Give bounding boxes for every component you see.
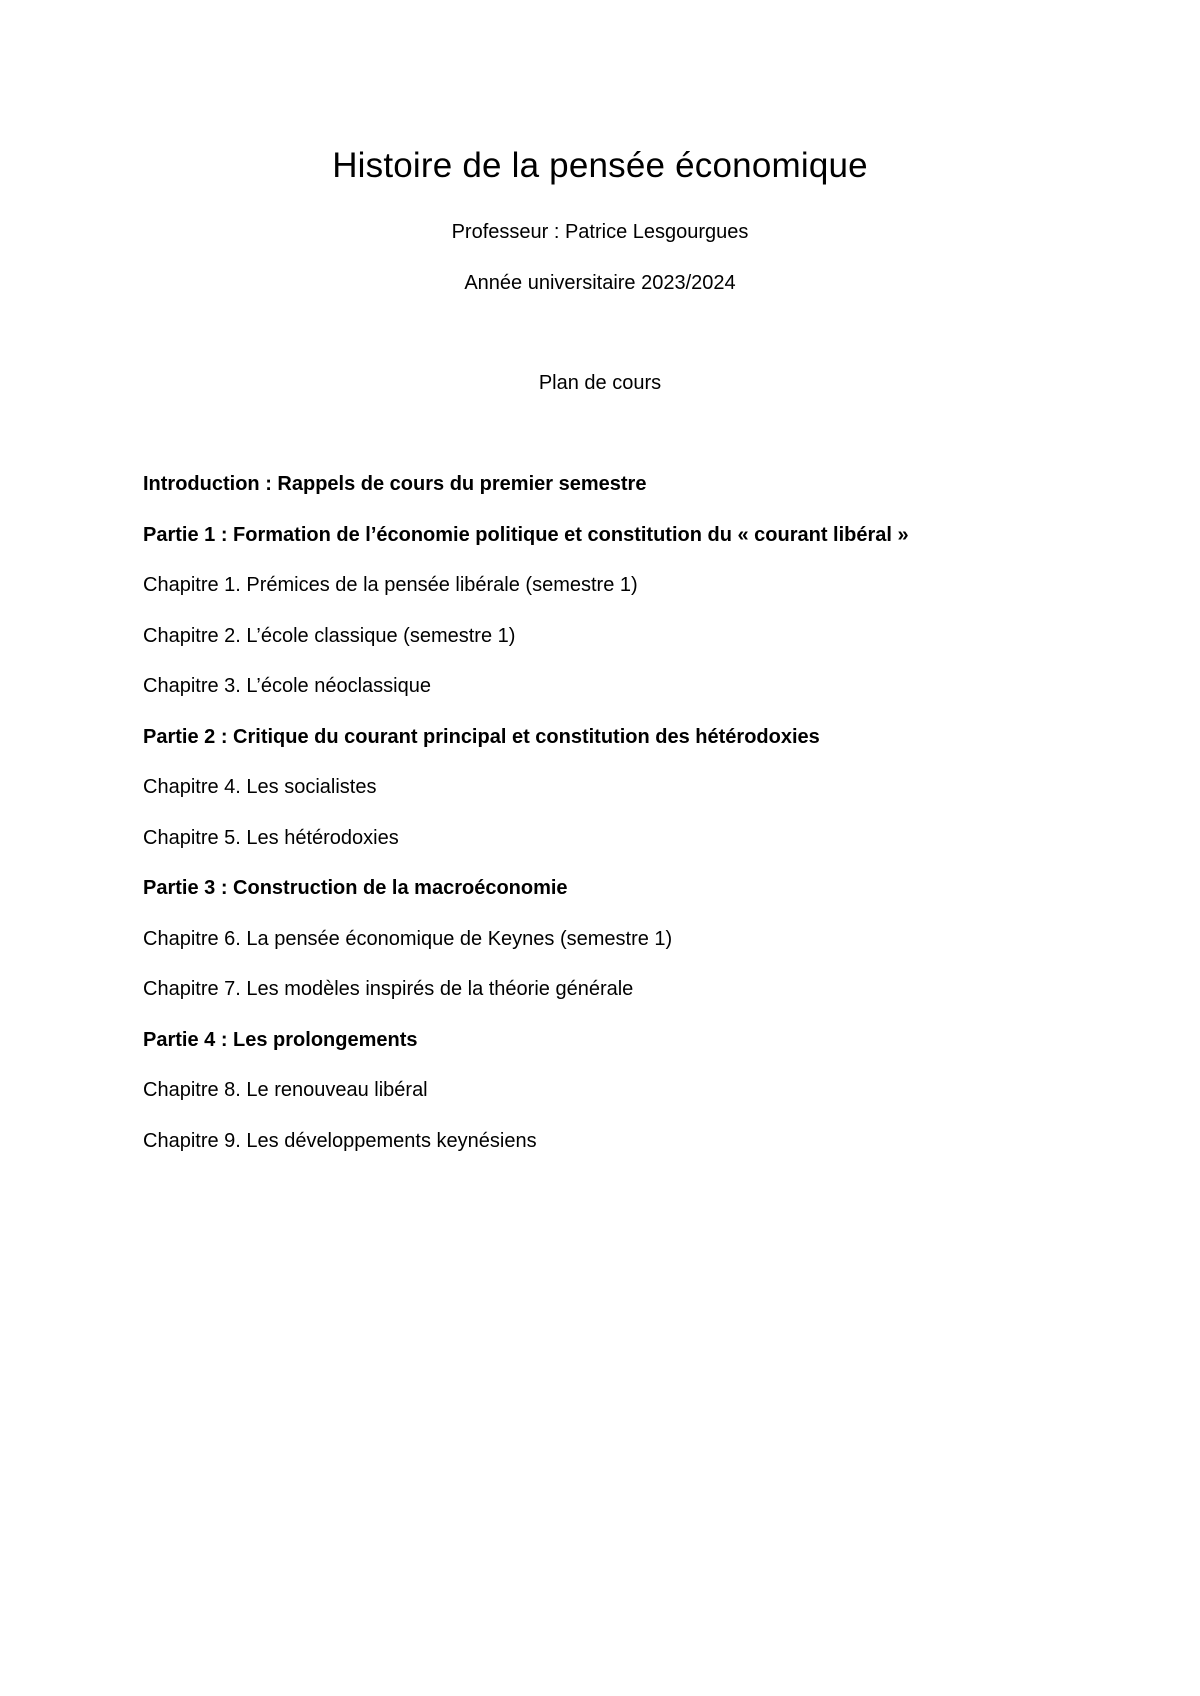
outline-entry-8: Partie 3 : Construction de la macroéconomie [143, 877, 568, 899]
outline-entry-6: Chapitre 4. Les socialistes [143, 776, 377, 798]
course-outline [143, 471, 1103, 1178]
outline-entry-4: Chapitre 3. L’école néoclassique [143, 675, 431, 697]
outline-entry-11: Partie 4 : Les prolongements [143, 1028, 418, 1051]
outline-entry-2: Chapitre 1. Prémices de la pensée libérale (semestre 1) [143, 574, 638, 596]
outline-entry-5: Partie 2 : Critique du courant principal et constitution des hétérodoxies [143, 725, 820, 748]
professor-line: Professeur : Patrice Lesgourgues [451, 221, 749, 243]
outline-entry-10: Chapitre 7. Les modèles inspirés de la théorie générale [143, 978, 634, 1000]
outline-entry-3: Chapitre 2. L’école classique (semestre 1) [143, 624, 516, 647]
outline-entry-0: Introduction : Rappels de cours du premier semestre [143, 473, 647, 495]
outline-entry-7: Chapitre 5. Les hétérodoxies [143, 826, 399, 849]
outline-entry-13: Chapitre 9. Les développements keynésiens [143, 1129, 537, 1152]
plan-heading: Plan de cours [538, 372, 662, 394]
outline-entry-1: Partie 1 : Formation de l’économie politique et constitution du « courant libéral » [143, 523, 909, 546]
document-title: Histoire de la pensée économique [332, 146, 868, 185]
academic-year-line: Année universitaire 2023/2024 [464, 272, 736, 294]
outline-entry-9: Chapitre 6. La pensée économique de Keynes (semestre 1) [143, 927, 673, 950]
outline-entry-12: Chapitre 8. Le renouveau libéral [143, 1079, 428, 1101]
